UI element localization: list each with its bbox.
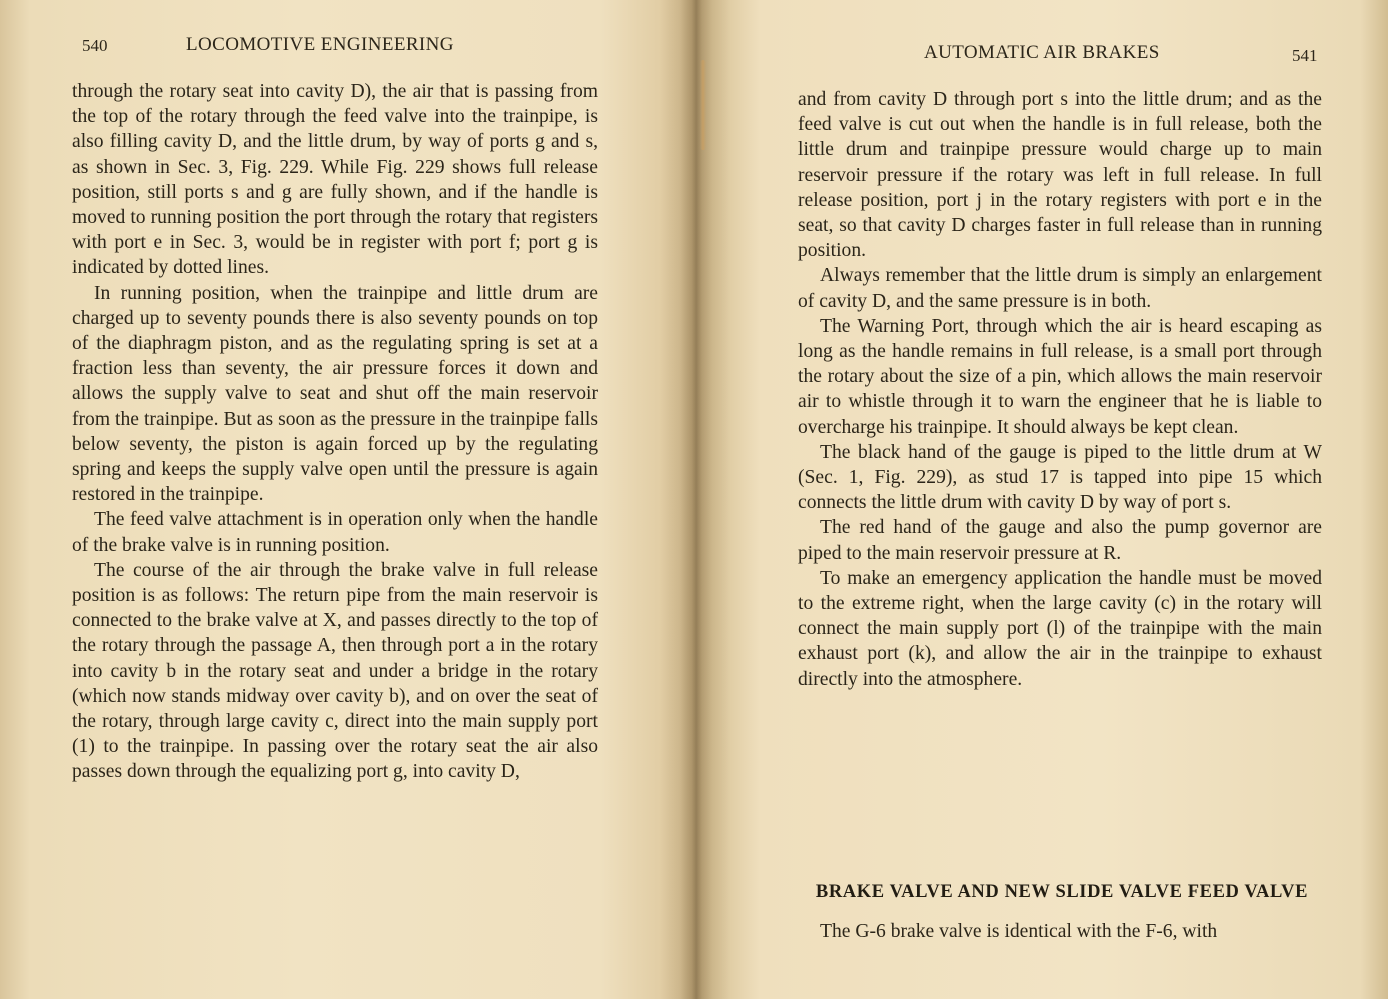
right-paragraph-5: The red hand of the gauge and also the pump governor are piped to the main reservoir pressure at R. (798, 517, 1322, 564)
right-running-head: AUTOMATIC AIR BRAKES (924, 42, 1160, 63)
right-page-body (798, 87, 1322, 692)
right-paragraph-3: The Warning Port, through which the air is heard escaping as long as the handle remains in full release, is a small port through the rotary about the size of a pin, which allows the main reservoir air to whistle through it to warn the engineer that he is liable to overcharge his trainpipe. It should always be kept clean. (798, 315, 1322, 438)
right-paragraph-2: Always remember that the little drum is simply an enlargement of cavity D, and the same pressure is in both. (798, 265, 1322, 312)
left-page-body (72, 79, 598, 785)
page-edge-stain (700, 60, 706, 150)
left-paragraph-3: The feed valve attachment is in operation only when the handle of the brake valve is in running position. (72, 509, 598, 556)
left-running-head: LOCOMOTIVE ENGINEERING (186, 34, 454, 55)
section-heading: BRAKE VALVE AND NEW SLIDE VALVE FEED VALVE (815, 882, 1309, 902)
left-paragraph-1: through the rotary seat into cavity D), the air that is passing from the top of the rotary through the feed valve into the trainpipe, is also filling cavity D, and the little drum, by way of ports g and s, as shown in Sec. 3, Fig. 229. While Fig. 229 shows full release position, still ports s and g are fully shown, and if the handle is moved to running position the port through the rotary that registers with port e in Sec. 3, would be in register with port f; port g is indicated by dotted lines. (72, 81, 598, 279)
left-paragraph-4: The course of the air through the brake valve in full release position is as follows: The return pipe from the main reservoir is connected to the brake valve at X, and passes directly to the top of the rotary through the passage A, then through port a in the rotary into cavity b in the rotary seat and under a bridge in the rotary (which now stands midway over cavity b), and on over the seat of the rotary, through large cavity c, direct into the main supply port (1) to the trainpipe. In passing over the rotary seat the air also passes down through the equalizing port g, into cavity D, (72, 559, 598, 783)
section-first-line: The G-6 brake valve is identical with the F-6, with (820, 921, 1218, 942)
right-page (700, 0, 1388, 999)
right-paragraph-6: To make an emergency application the handle must be moved to the extreme right, when the large cavity (c) in the rotary will connect the main supply port (l) of the trainpipe with the main exhaust port (k), and allow the air in the trainpipe to exhaust directly into the atmosphere. (798, 567, 1322, 690)
right-paragraph-1: and from cavity D through port s into the little drum; and as the feed valve is cut out when the handle is in full release, both the little drum and trainpipe pressure would charge up to main reservoir pressure if the rotary was left in full release. In full release position, port j in the rotary registers with port e in the seat, so that cavity D charges faster in full release than in running position. (798, 89, 1322, 262)
section-body (798, 919, 1322, 944)
left-page (0, 0, 690, 999)
left-paragraph-2: In running position, when the trainpipe and little drum are charged up to seventy pounds there is also seventy pounds on top of the diaphragm piston, and as the regulating spring is set at a fraction less than seventy, the air pressure forces it down and allows the supply valve to seat and shut off the main reservoir from the trainpipe. But as soon as the pressure in the trainpipe falls below seventy, the piston is again forced up by the regulating spring and keeps the supply valve open until the pressure is again restored in the trainpipe. (72, 282, 598, 506)
left-page-number: 540 (82, 36, 108, 55)
right-page-number: 541 (1292, 46, 1318, 65)
right-paragraph-4: The black hand of the gauge is piped to the little drum at W (Sec. 1, Fig. 229), as stud 17 is tapped into pipe 15 which connects the little drum with cavity D by way of port s. (798, 441, 1322, 514)
